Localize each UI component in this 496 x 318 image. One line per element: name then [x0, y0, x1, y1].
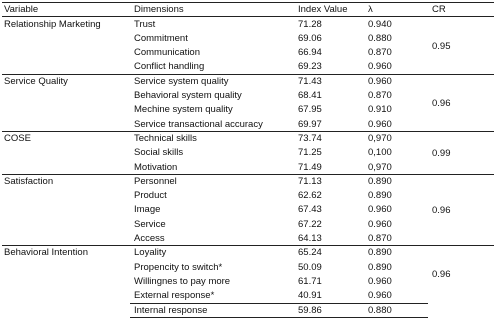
lambda-cell: 0.890: [368, 175, 392, 187]
dimension-cell: Social skills: [134, 147, 184, 159]
lambda-cell: 0.870: [368, 90, 392, 101]
lambda-cell: 0.960: [368, 61, 392, 73]
index-value-cell: 66.94: [298, 47, 322, 59]
lambda-cell: 0.940: [368, 18, 392, 30]
index-value-cell: 50.09: [298, 261, 322, 273]
lambda-cell: 0.960: [368, 275, 392, 287]
dimension-cell: Technical skills: [134, 132, 197, 144]
header-cr: CR: [432, 4, 446, 15]
dimension-cell: Image: [134, 204, 161, 216]
index-value-cell: 69.06: [298, 32, 322, 44]
index-value-cell: 69.23: [298, 61, 322, 73]
dimension-cell: External response*: [134, 290, 215, 302]
lambda-cell: 0.960: [368, 218, 392, 230]
variable-cell: Behavioral Intention: [4, 247, 88, 259]
header-index-value: Index Value: [298, 4, 348, 15]
lambda-cell: 0.960: [368, 118, 392, 130]
index-value-cell: 61.71: [298, 275, 322, 287]
index-value-cell: 71.43: [298, 75, 322, 87]
dimension-cell: Service: [134, 218, 166, 230]
lambda-cell: 0.890: [368, 190, 392, 202]
index-value-cell: 71.28: [298, 18, 322, 30]
cr-cell: 0.99: [432, 147, 451, 159]
dimension-cell: Product: [134, 190, 167, 202]
dimension-cell: Service transactional accuracy: [134, 118, 263, 130]
lambda-cell: 0.960: [368, 290, 392, 302]
header-variable: Variable: [4, 4, 39, 15]
cr-cell: 0.95: [432, 40, 451, 52]
index-value-cell: 62.62: [298, 190, 322, 202]
index-value-cell: 59.86: [298, 304, 322, 316]
index-value-cell: 67.95: [298, 104, 322, 116]
dimension-cell: Willingnes to pay more: [134, 275, 231, 287]
dimension-cell: Behavioral system quality: [134, 90, 242, 101]
dimension-cell: Motivation: [134, 161, 178, 173]
dimension-cell: Internal response: [134, 304, 208, 316]
table-top-rule: [2, 2, 494, 3]
group-rule: [2, 174, 494, 175]
index-value-cell: 40.91: [298, 290, 322, 302]
index-value-cell: 69.97: [298, 118, 322, 130]
index-value-cell: 65.24: [298, 247, 322, 259]
group-rule: [2, 131, 494, 132]
cr-cell: 0.96: [432, 205, 451, 217]
index-value-cell: 71.13: [298, 175, 322, 187]
index-value-cell: 64.13: [298, 233, 322, 244]
dimension-cell: Communication: [134, 47, 200, 59]
lambda-cell: 0.870: [368, 233, 392, 244]
index-value-cell: 73.74: [298, 132, 322, 144]
dimension-cell: Commitment: [134, 32, 188, 44]
lambda-cell: 0,970: [368, 161, 392, 173]
index-value-cell: 67.22: [298, 218, 322, 230]
cr-cell: 0.96: [432, 97, 451, 109]
index-value-cell: 67.43: [298, 204, 322, 216]
variable-cell: Service Quality: [4, 75, 68, 87]
lambda-cell: 0,970: [368, 132, 392, 144]
dimension-cell: Access: [134, 233, 165, 244]
dimension-cell: Conflict handling: [134, 61, 205, 73]
dimension-cell: Loyality: [134, 247, 167, 259]
partial-row-rule: [130, 303, 428, 304]
group-rule: [2, 74, 494, 75]
dimension-cell: Personnel: [134, 175, 177, 187]
lambda-cell: 0.880: [368, 304, 392, 316]
variable-cell: Relationship Marketing: [4, 18, 101, 30]
lambda-cell: 0.960: [368, 75, 392, 87]
variable-cell: Satisfaction: [4, 175, 54, 187]
index-value-cell: 68.41: [298, 90, 322, 101]
variable-cell: COSE: [4, 132, 31, 144]
lambda-cell: 0.960: [368, 204, 392, 216]
header-dimensions: Dimensions: [134, 4, 184, 15]
group-rule: [2, 245, 494, 246]
header-lambda: λ: [368, 4, 373, 15]
lambda-cell: 0.890: [368, 261, 392, 273]
dimension-cell: Service system quality: [134, 75, 229, 87]
lambda-cell: 0.890: [368, 247, 392, 259]
cr-cell: 0.96: [432, 269, 451, 281]
dimension-cell: Mechine system quality: [134, 104, 233, 116]
index-value-cell: 71.49: [298, 161, 322, 173]
lambda-cell: 0.870: [368, 47, 392, 59]
lambda-cell: 0,100: [368, 147, 392, 159]
header-rule: [2, 16, 494, 17]
dimension-cell: Trust: [134, 18, 156, 30]
lambda-cell: 0.910: [368, 104, 392, 116]
dimension-cell: Propencity to switch*: [134, 261, 223, 273]
lambda-cell: 0.880: [368, 32, 392, 44]
index-value-cell: 71.25: [298, 147, 322, 159]
